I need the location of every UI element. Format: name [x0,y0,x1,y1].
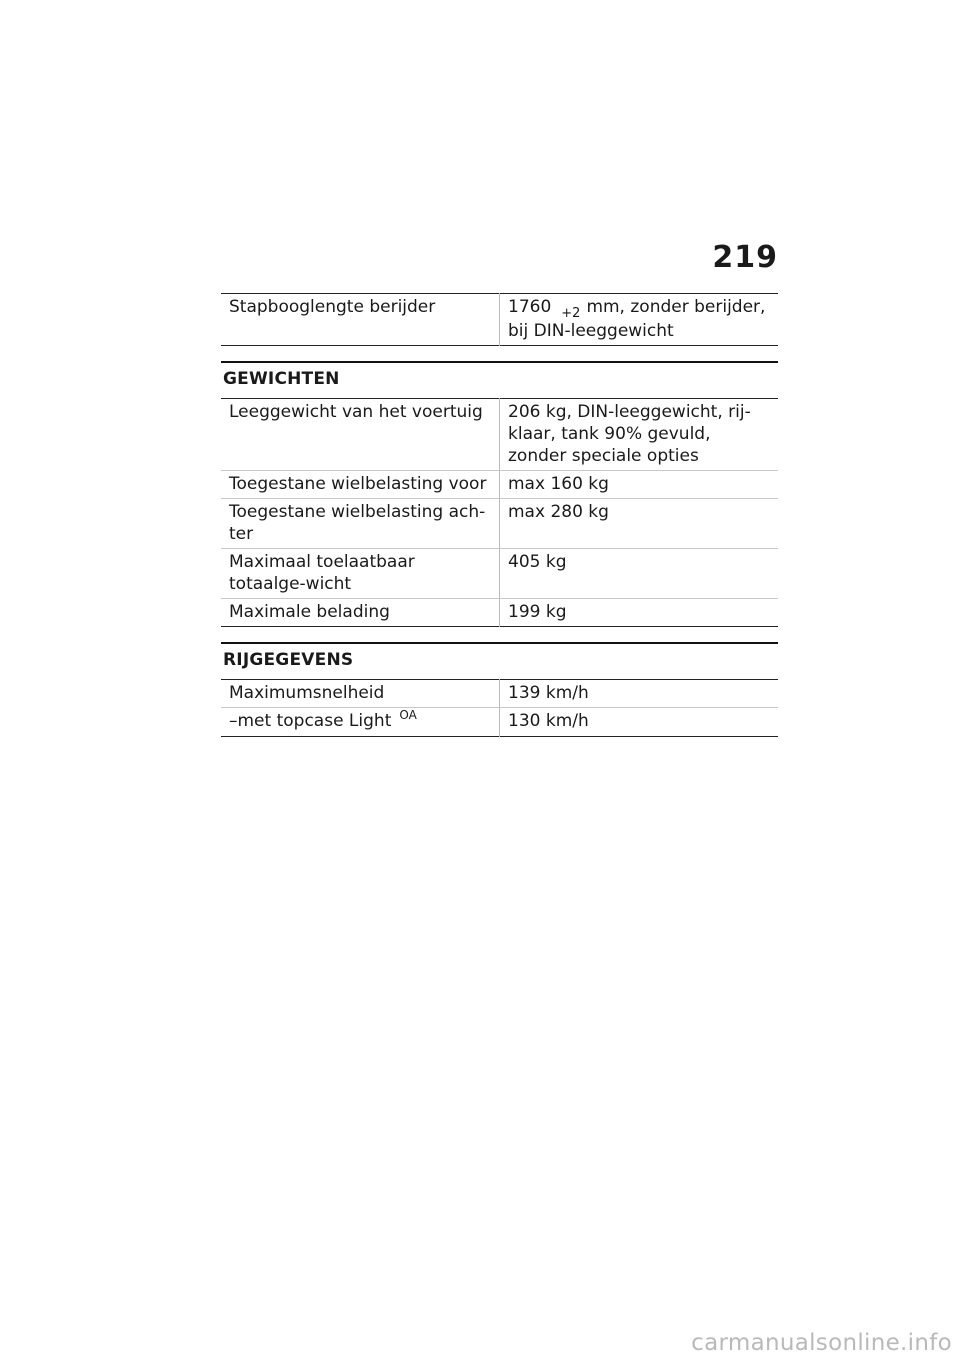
row-label: Maximumsnelheid [221,680,500,708]
optional-accessory-marker: OA [399,708,417,722]
weights-table [221,398,778,627]
table-row [221,471,778,499]
row-value: 139 km/h [508,683,589,703]
row-value: 405 kg [508,552,567,572]
table-row [221,549,778,599]
table-row [221,708,778,737]
row-value [500,294,779,346]
row-label [221,708,500,737]
table-row [221,680,778,708]
row-label: Maximaal toelaatbaar totaalge-wicht [221,549,500,599]
page-number: 219 [712,240,778,275]
spec-content [221,293,778,737]
table-row [221,599,778,627]
row-value: 130 km/h [508,711,589,731]
table-row [221,499,778,549]
driving-data-section [221,642,778,737]
row-label: Leeggewicht van het voertuig [221,399,500,471]
table-row [221,399,778,471]
value-number: 1760 [508,297,552,317]
section-title: RIJGEGEVENS [223,650,354,670]
row-label: Toegestane wielbelasting voor [221,471,500,499]
row-value: 206 kg, DIN-leeggewicht, rij-klaar, tank 90% gevuld, zonder speciale opties [508,402,751,466]
value-text: mm, zonder berijder, bij DIN-leeggewicht [508,297,766,341]
row-value: 199 kg [508,602,567,622]
row-label: Maximale belading [221,599,500,627]
row-value: max 280 kg [508,502,609,522]
watermark: carmanualsonline.info [691,1330,952,1356]
section-title: GEWICHTEN [223,369,340,389]
driving-data-table [221,679,778,737]
row-value: max 160 kg [508,474,609,494]
table-row [221,294,778,346]
rider-dimensions-table [221,293,778,346]
weights-section [221,361,778,627]
value-tolerance: +2 [561,306,581,321]
label-text: –met topcase Light [229,711,392,731]
row-label: Stapbooglengte berijder [221,294,500,346]
row-label: Toegestane wielbelasting ach-ter [221,499,500,549]
